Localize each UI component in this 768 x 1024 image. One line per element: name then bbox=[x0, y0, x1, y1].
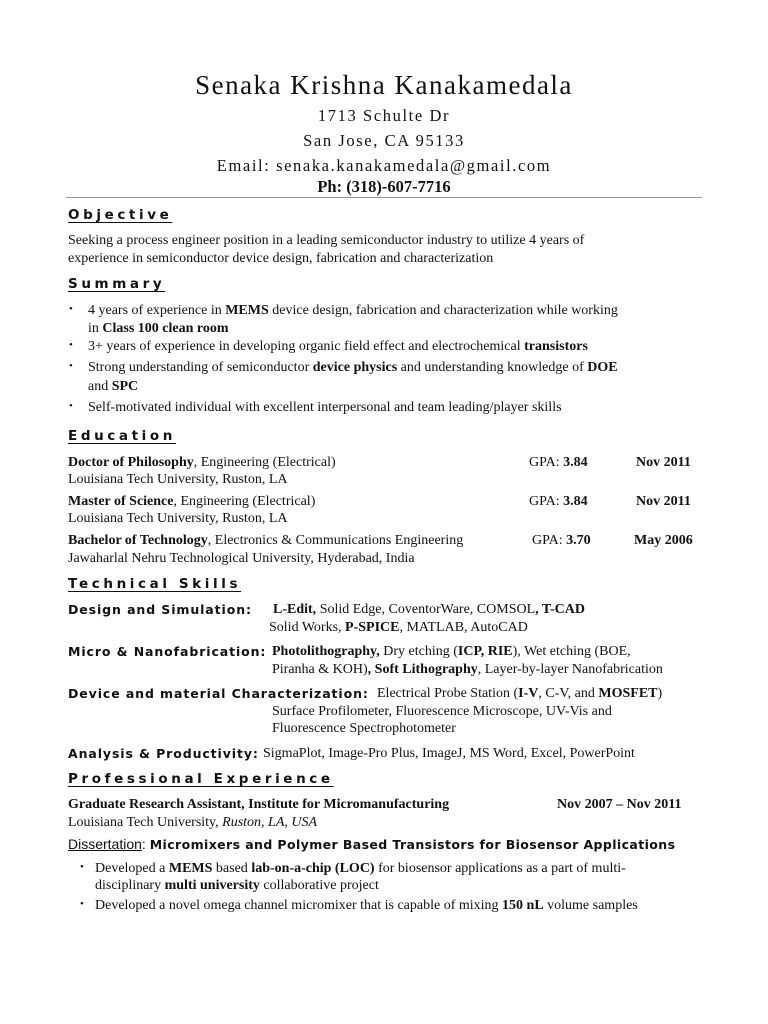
skills-analysis-label: Analysis & Productivity: bbox=[68, 746, 259, 761]
education-school-1: Louisiana Tech University, Ruston, LA bbox=[68, 472, 288, 487]
education-date-1: Nov 2011 bbox=[636, 455, 691, 470]
skills-device-line-3: Fluorescence Spectrophotometer bbox=[272, 721, 456, 736]
education-date-2: Nov 2011 bbox=[636, 494, 691, 509]
bullet-icon: • bbox=[69, 303, 73, 315]
experience-bullet-2: Developed a novel omega channel micromixer that is capable of mixing 150 nL volume samples bbox=[95, 898, 638, 913]
skills-device-line-1: Electrical Probe Station (I-V, C-V, and MOSFET) bbox=[377, 686, 663, 701]
skills-heading: Technical Skills bbox=[68, 576, 242, 592]
summary-item-1-cont: in Class 100 clean room bbox=[88, 321, 229, 336]
summary-item-3-cont: and SPC bbox=[88, 379, 139, 394]
education-school-3: Jawaharlal Nehru Technological University, Hyderabad, India bbox=[68, 551, 415, 566]
experience-bullet-1: Developed a MEMS based lab-on-a-chip (LOC) for biosensor applications as a part of multi- bbox=[95, 861, 626, 876]
city-state-zip: San Jose, CA 95133 bbox=[303, 131, 465, 150]
skills-device-label: Device and material Characterization: bbox=[68, 686, 369, 701]
phone-line: Ph: (318)-607-7716 bbox=[317, 177, 451, 196]
skills-micro-label: Micro & Nanofabrication: bbox=[68, 644, 267, 659]
experience-title: Graduate Research Assistant, Institute for Micromanufacturing bbox=[68, 797, 450, 812]
skills-analysis-value: SigmaPlot, Image-Pro Plus, ImageJ, MS Word, Excel, PowerPoint bbox=[263, 746, 635, 761]
summary-item-3: Strong understanding of semiconductor device physics and understanding knowledge of DOE bbox=[88, 360, 618, 375]
education-heading: Education bbox=[68, 428, 176, 444]
education-gpa-1: GPA: 3.84 bbox=[529, 455, 588, 470]
email-line[interactable]: Email: senaka.kanakamedala@gmail.com bbox=[216, 156, 552, 175]
skills-design-line-2: Solid Works, P-SPICE, MATLAB, AutoCAD bbox=[269, 620, 528, 635]
experience-dates: Nov 2007 – Nov 2011 bbox=[557, 797, 682, 812]
education-date-3: May 2006 bbox=[634, 533, 693, 548]
street-address: 1713 Schulte Dr bbox=[317, 106, 451, 125]
summary-heading: Summary bbox=[68, 276, 166, 292]
skills-micro-line-2: Piranha & KOH), Soft Lithography, Layer-by-layer Nanofabrication bbox=[272, 662, 663, 677]
education-degree-3: Bachelor of Technology, Electronics & Communications Engineering bbox=[68, 533, 464, 548]
education-degree-1: Doctor of Philosophy, Engineering (Electrical) bbox=[68, 455, 336, 470]
skills-design-label: Design and Simulation: bbox=[68, 602, 252, 617]
experience-bullet-1-cont: disciplinary multi university collaborative project bbox=[95, 878, 379, 893]
education-degree-2: Master of Science, Engineering (Electrical) bbox=[68, 494, 316, 509]
summary-item-1: 4 years of experience in MEMS device design, fabrication and characterization while working bbox=[88, 303, 618, 318]
bullet-icon: • bbox=[80, 861, 84, 873]
bullet-icon: • bbox=[80, 898, 84, 910]
skills-design-line-1: L-Edit, Solid Edge, CoventorWare, COMSOL, T-CAD bbox=[273, 602, 585, 617]
education-gpa-3: GPA: 3.70 bbox=[532, 533, 591, 548]
dissertation-line: Dissertation: Micromixers and Polymer Based Transistors for Biosensor Applications bbox=[68, 836, 676, 852]
candidate-name: Senaka Krishna Kanakamedala bbox=[195, 70, 573, 100]
summary-item-4: Self-motivated individual with excellent interpersonal and team leading/player skills bbox=[88, 400, 562, 415]
bullet-icon: • bbox=[69, 400, 73, 412]
experience-heading: Professional Experience bbox=[68, 771, 334, 787]
header-divider bbox=[66, 197, 702, 198]
bullet-icon: • bbox=[69, 360, 73, 372]
education-gpa-2: GPA: 3.84 bbox=[529, 494, 588, 509]
summary-item-2: 3+ years of experience in developing organic field effect and electrochemical transistors bbox=[88, 339, 588, 354]
skills-micro-line-1: Photolithography, Dry etching (ICP, RIE), Wet etching (BOE, bbox=[272, 644, 631, 659]
skills-device-line-2: Surface Profilometer, Fluorescence Microscope, UV-Vis and bbox=[272, 704, 612, 719]
objective-line-2: experience in semiconductor device design, fabrication and characterization bbox=[68, 251, 494, 266]
objective-heading: Objective bbox=[68, 207, 173, 223]
education-school-2: Louisiana Tech University, Ruston, LA bbox=[68, 511, 288, 526]
bullet-icon: • bbox=[69, 339, 73, 351]
experience-org: Louisiana Tech University, Ruston, LA, USA bbox=[68, 815, 318, 830]
objective-line-1: Seeking a process engineer position in a leading semiconductor industry to utilize 4 years of bbox=[68, 233, 585, 248]
